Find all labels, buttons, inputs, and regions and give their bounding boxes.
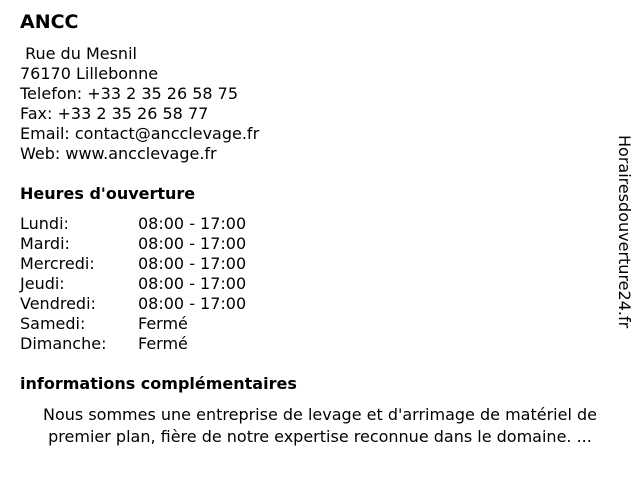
company-name: ANCC (20, 11, 79, 33)
time-value: Fermé (138, 334, 188, 353)
side-brand-watermark: Horairesdouverture24.fr (615, 135, 634, 329)
day-label: Mercredi: (20, 254, 95, 273)
day-label: Mardi: (20, 234, 70, 253)
time-value: Fermé (138, 314, 188, 333)
city-address: 76170 Lillebonne (20, 64, 159, 83)
hours-row-tuesday (20, 234, 246, 254)
street-address: Rue du Mesnil (20, 44, 137, 63)
time-value: 08:00 - 17:00 (138, 234, 247, 253)
contact-block (20, 44, 259, 164)
info-heading: informations complémentaires (20, 374, 297, 393)
opening-hours-table (20, 214, 246, 354)
hours-row-sunday (20, 334, 246, 354)
day-label: Lundi: (20, 214, 69, 233)
day-label: Samedi: (20, 314, 86, 333)
time-value: 08:00 - 17:00 (138, 214, 247, 233)
fax-number: Fax: +33 2 35 26 58 77 (20, 104, 209, 123)
email-address: Email: contact@ancclevage.fr (20, 124, 260, 143)
phone-number: Telefon: +33 2 35 26 58 75 (20, 84, 239, 103)
hours-heading: Heures d'ouverture (20, 184, 196, 203)
hours-row-saturday (20, 314, 246, 334)
hours-row-monday (20, 214, 246, 234)
info-description: Nous sommes une entreprise de levage et d'arrimage de matériel de premier plan, fière de notre expertise reconnue dans le domaine. ... (43, 405, 597, 446)
website: Web: www.ancclevage.fr (20, 144, 217, 163)
time-value: 08:00 - 17:00 (138, 294, 247, 313)
time-value: 08:00 - 17:00 (138, 254, 247, 273)
hours-row-wednesday (20, 254, 246, 274)
time-value: 08:00 - 17:00 (138, 274, 247, 293)
hours-row-friday (20, 294, 246, 314)
day-label: Vendredi: (20, 294, 96, 313)
hours-row-thursday (20, 274, 246, 294)
day-label: Dimanche: (20, 334, 107, 353)
day-label: Jeudi: (20, 274, 65, 293)
